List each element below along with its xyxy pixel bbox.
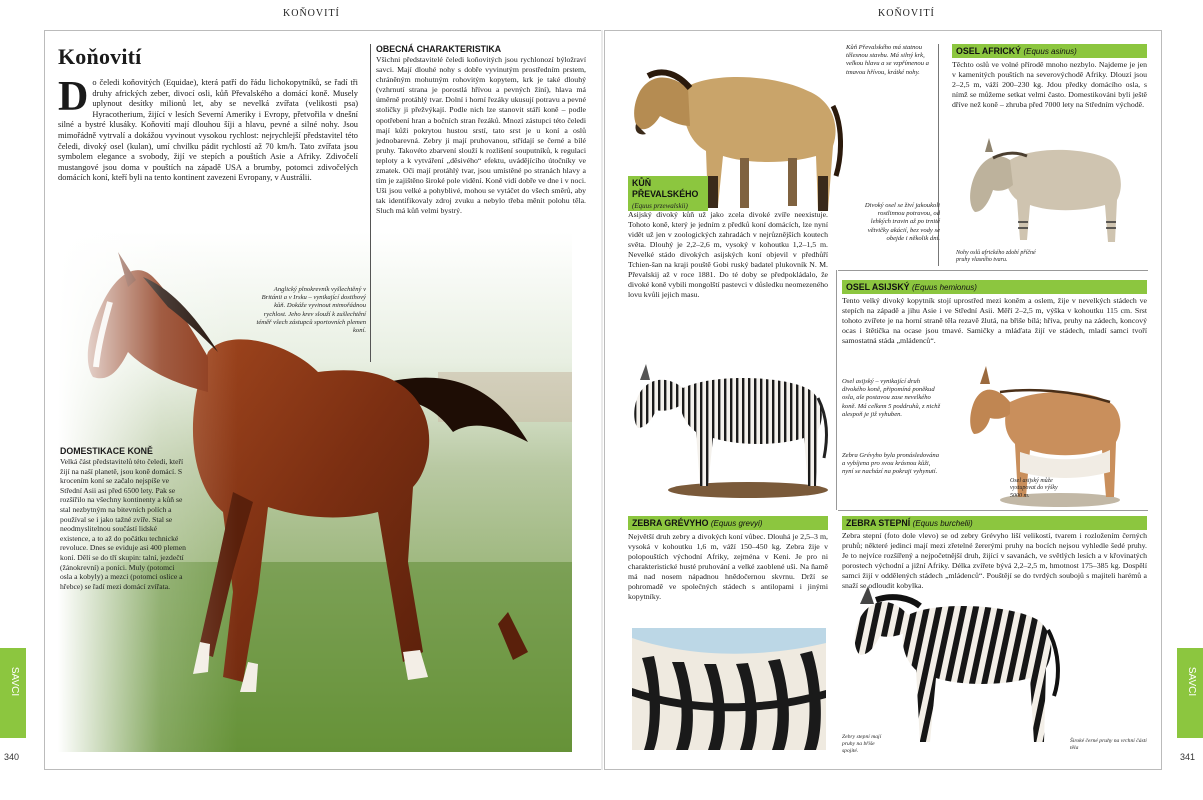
page-gutter: [601, 30, 603, 770]
page-number-right: 341: [1180, 752, 1196, 762]
general-characteristics: [376, 44, 586, 217]
section-divider-2: [838, 510, 1148, 511]
side-tab-left: SAVCI: [0, 648, 26, 738]
column-divider: [370, 44, 371, 362]
plains-text: Zebra stepní (foto dole vlevo) se od zebry Grévyho liší velikostí, tvarem i rozložením černých pruhů; některé jedinci mají mezi zřetelné žererými pruhy na bocích nejsou vyhledle šedé pruhy. Je to nejvíce rozšířený a nejpočetnější druh, žijící v savanách, ve světlých lesích a v křovinatých porostech východní a jižní Afriky. Délka zvířete bývá 2,2–2,5 m, hmotnost 175–385 kg. Dospělí samci žijí v oddělených stádech „mládenců“. Pouštějí se do tvrdých soubojů s majiteli harémů a snaží se odloudit kobylka.: [842, 531, 1147, 590]
plains-zebra-caption: Široké černé pruhy na vrchní části těla: [1070, 738, 1147, 751]
drop-cap: D: [58, 74, 89, 120]
general-text: Všichni představitelé čeledi koňovitých jsou rychlonozí býložraví savci. Mají dlouhé nohy s dobře vyvinutým prostředním prstem, chráněným mohutným rohovitým kopytem, krk je také dlouhý (vzhrnutí strana je porostlá hřívou a pevných žíní), hlava má úměrně protáhlý tvar. Dolní i horní řezáky ukusují potravu a pevné stoličky ji přežvýkají. Podle nich lze stanovit stáří koně – podle opotřebení hran a bočních stran řezáků. Mnozí zástupci této čeledi mají kůži pokrytou hustou srstí, tato srst je u koní a oslů jednobarevná. Zebry ji mají pruhovanou, střídají se černé a bílé pruhy. Takovéto zbarvení slouží k rozlišení souputníků, k regulaci teploty a k vytváření „děsivého“ efektu, uvádějícího útočníky ve zmatek. Oči mají protáhlý tvar, jsou umístěné po stranách hlavy a tím je zajištěno široké pole vidění. Koně vidí dobře ve dne i v noci. Uši jsou velké a pohyblivé, mohou se vytáčet do všech směrů, aby tak identifikovaly zdroj zvuku a nebylo třeba měnit polohu těla. Sluch má kůň velmi bystrý.: [376, 55, 586, 216]
przewalski-heading-box: [628, 176, 708, 211]
african-ass-heading: OSEL AFRICKÝ (Equus asinus): [952, 44, 1147, 58]
section-divider-1: [838, 270, 1148, 271]
right-column-divider-mid: [836, 270, 837, 510]
domestication-heading: DOMESTIKACE KONĚ: [60, 446, 153, 456]
przewalski-heading: KŮŇ PŘEVALSKÉHO: [628, 176, 708, 202]
side-tab-right: SAVCI: [1177, 648, 1203, 738]
plains-zebra-photo: [848, 560, 1063, 750]
running-head-left: KOŇOVITÍ: [283, 8, 340, 19]
domestication-box: [60, 446, 188, 591]
zebra-skin-closeup-photo: [632, 628, 826, 750]
grevy-zebra-section: [628, 516, 828, 602]
przewalski-latin: (Equus przewalskii): [628, 202, 708, 211]
page-title: Koňovití: [58, 44, 142, 69]
przewalski-caption: Kůň Převalského má statnou tělesnou stavbu. Má silný krk, velkou hlavu a se vzpřímenou a tmavou hřívou, krátké nohy.: [846, 44, 929, 76]
horse-caption: Anglický plnokrevník vyšlechtěný v Británii a v Irsku – vynikající dostihový kůň. Dokáže vyvinout mimořádnou rychlost. Jeho krev slouží k zušlechtění téměř všech zástupců sportovních plemen koní.: [256, 286, 366, 335]
grevy-heading: ZEBRA GRÉVYHO (Equus grevyi): [628, 516, 828, 530]
asian-ass-heading: OSEL ASIJSKÝ (Equus hemionus): [842, 280, 1147, 294]
african-ass-caption-right: Nohy oslů afrického zdobí příčné pruhy vlasního tvaru.: [956, 250, 1036, 264]
grevy-text: Největší druh zebry a divokých koní vůbec. Dlouhá je 2,5–3 m, vysoká v kohoutku 1,6 m, váží 150–450 kg. Zebra žije v polopouštích východní Afriky, zejména v Keni. Je pro ni charakteristické husté pruhování a velké zaoblené uši. Na ňamě má nad nosem nápadnou hnědočernou skvrnu. Drží se pohromadě ve společných stádech s antilopami i jinými kopytníky.: [628, 532, 828, 601]
general-heading: OBECNÁ CHARAKTERISTIKA: [376, 44, 502, 54]
intro-text: o čeledi koňovitých (Equidae), která patří do řádu lichokopytníků, se řadí tři druhy afrických zeber, divocí osli, kůň Převalského a domácí koně. Musely uplynout desítky milionů let, aby se nevelká zvířata (velikosti psa) Hyracotherium, žijící v lesích Severní Ameriky i Evropy, přetvořila v dnešní silné a bystré klusáky. Koňovití mají dlouhou šíji a hlavu, pevné a silné nohy. Jsou mimořádně vytrvalí a dokážou vyvinout vysokou rychlost: nejrychlejší představitel této čeledi, divoký osel (kulan), umí chvilku pádit rychlostí až 70 km/h. Tato zvířata jsou symbolem elegance a svobody, žijí ve stepích a pouštích Asie a Afriky. Zdivočelí mustangové jsou doma v pouštích na západě USA a brumby, potomci zdivočelých domácích koní, kteří byli na tento kontinent zavezeni Evropany, v Austrálii.: [58, 78, 358, 183]
page-number-left: 340: [4, 752, 20, 762]
intro-paragraph: [58, 74, 358, 184]
zebra-belly-caption: Zebry stepní mají pruhy na břiše spojité.: [842, 734, 882, 754]
asian-ass-caption-left: Osel asijský – vynikající druh divokého koně, připomíná poněkud osla, ale postavou zase nevelkého koně. Má celkem 5 poddruhů, z nichž alespoň je již vyhuben.: [842, 378, 941, 418]
african-ass-photo: [965, 130, 1125, 248]
african-ass-text: Těchto oslů ve volné přírodě mnoho nezbylo. Najdeme je jen v kamenitých pouštích na severovýchodě Afriky. Dlouzí jsou 2–2,5 m, váží 200–230 kg. Jdou předky domácího osla, s nímž se můžeme setkat velmi často. Domestikováni byli ještě dříve než koně – zhruba před 7000 lety na Středním východě.: [952, 60, 1147, 109]
grevy-zebra-status-caption: Zebra Grévyho byla pronásledována a vybíjena pro svou krásnou kůži, nyní se nachází na pokraji vyhynutí.: [842, 452, 939, 476]
running-head-right: KOŇOVITÍ: [878, 8, 935, 19]
left-title-block: [58, 44, 358, 70]
asian-ass-text: Tento velký divoký kopytník stojí uprostřed mezi koněm a oslem, žije v nevelkých stádech ve stepích na západě a jihu Asie i ve Střední Asii. Měří 2–2,5 m, výška v kohoutku 115 cm. Srst tohoto zvířete je na horní straně těla rezavě žlutá, na břiše bílá; hříva, pruhy na zádech, koncový ocas i štětička na ocase jsou tmavé. Samičky a mláďata žijí ve stádech, mladí samci tvoří samostatná stáda „mládenců“.: [842, 296, 1147, 345]
plains-zebra-section: [842, 516, 1147, 530]
domestication-text: Velká část představitelů této čeledi, kteří žijí na naší planetě, jsou koně domácí. S krocením koní se začalo nejspíše ve Střední Asii asi před 6500 lety. Pak se rozšířilo na všechny kontinenty a kůň se stal nezbytným na bitevních polích a používal se i jako tažné zvíře. Stal se neodmyslitelnou součástí lidské existence, a to až do počátku technické revoluce. Dnes se eviduje asi 400 plemen koní. Dělí se do tří skupin: talní, jezdečtí (žánokrevní) a poníci. Muly (potomci osla a kobyly) a mezci (potomci oslice a hřebce) se řadí mezi domácí zvířata.: [60, 457, 186, 591]
asian-ass-section: [842, 280, 1147, 346]
plains-heading: ZEBRA STEPNÍ (Equus burchelii): [842, 516, 1147, 530]
grevy-zebra-photo: [628, 358, 833, 503]
african-ass-section: [952, 44, 1147, 110]
african-ass-caption-left: Divoký osel se živí jakoukoli rostlinnou potravou, od lehkých travin až po trnité větvičky akácií, bez vody se obejde i několik dní.: [864, 202, 940, 242]
przewalski-text: Asijský divoký kůň už jako zcela divoké zvíře neexistuje. Tohoto koně, který je jedním z předků koní domácích, lze nyní vidět už jen v zoologických zahradách v nejrůznějších koutech světa. Dlouhý je 2,2–2,6 m, vysoký v kohoutku 1,2–1,5 m. Nevelké stádo divokých asijských koní objevil v předhůří Tchien-šan na kraji pouště Gobi ruský badatel plukovník N. M. Převalskij až v roce 1881. Do té doby se předpokládalo, že divoké koně vybili mongolští pastevci v důsledku neomezeného lovu kvůli jejich masu.: [628, 210, 828, 299]
asian-ass-caption-right: Osel asijský může vystupovat do výšky 5000 m.: [1010, 478, 1058, 499]
